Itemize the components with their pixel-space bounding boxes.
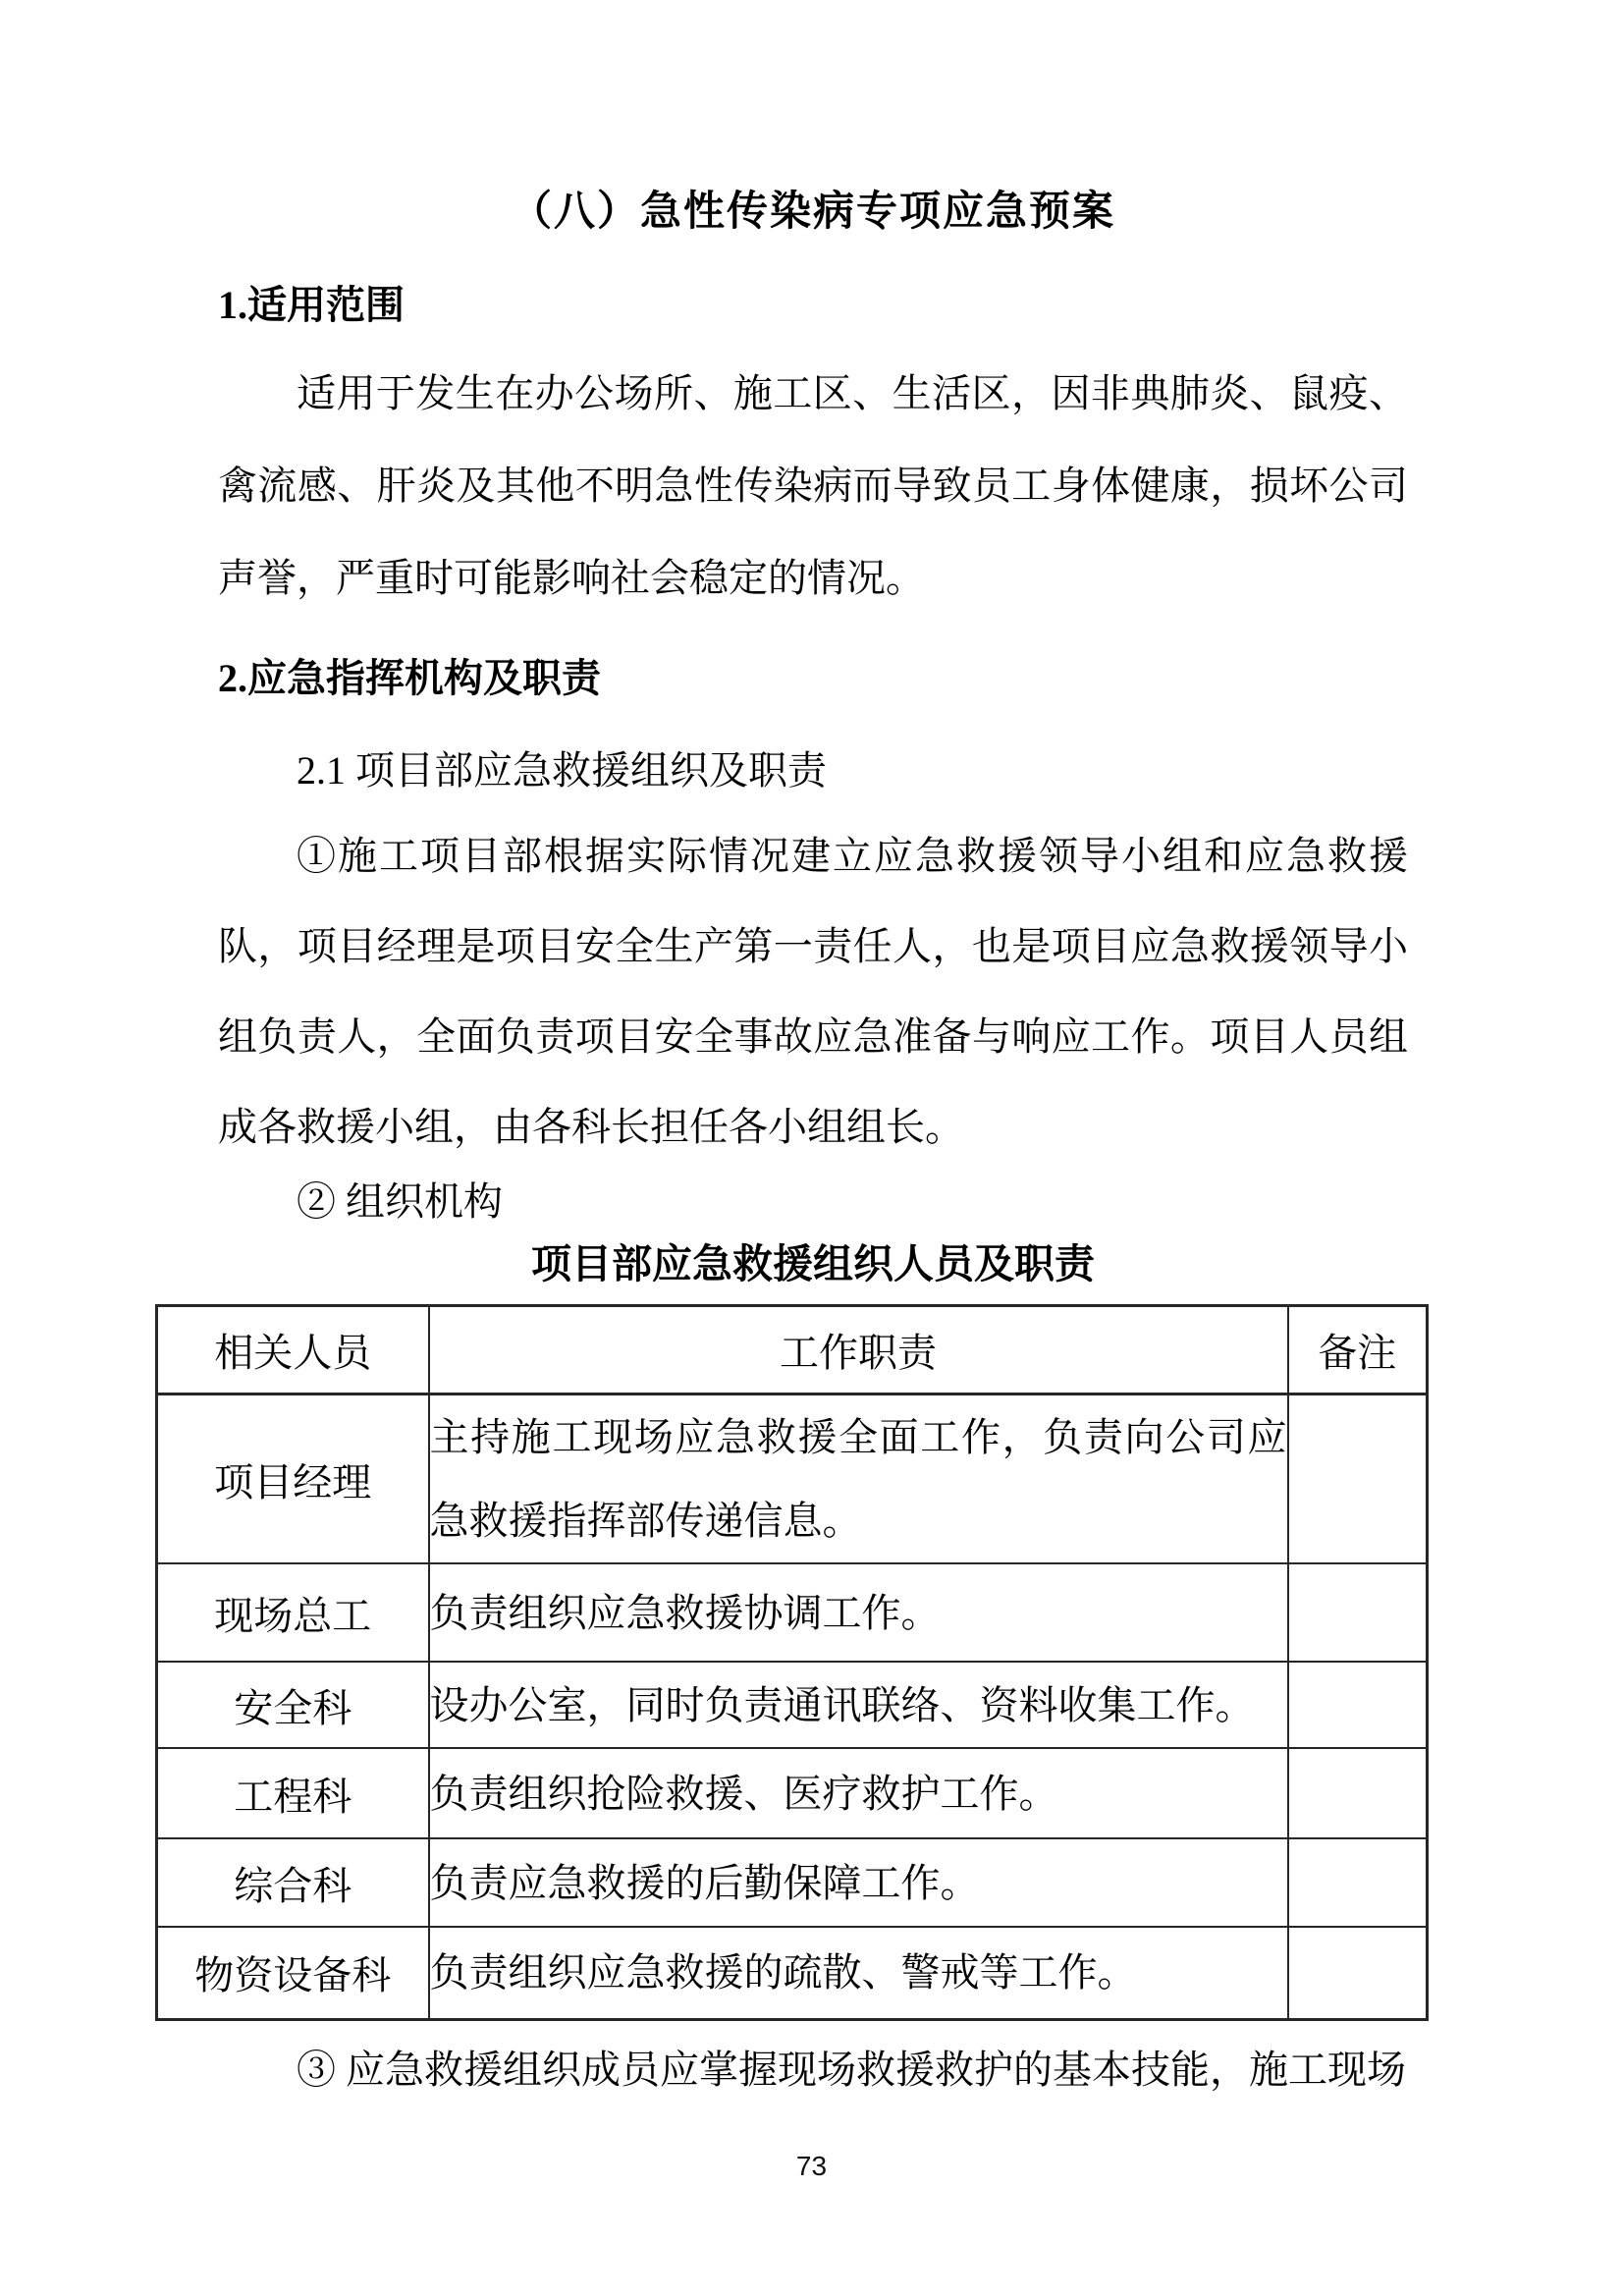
table-header-note: 备注 xyxy=(1288,1306,1428,1394)
duty-cell: 负责组织抢险救援、医疗救护工作。 xyxy=(429,1748,1288,1838)
page-number: 73 xyxy=(795,2151,828,2181)
note-cell xyxy=(1288,1662,1428,1748)
table-row xyxy=(157,1927,1428,2019)
section1-paragraph: 适用于发生在办公场所、施工区、生活区，因非典肺炎、鼠疫、禽流感、肝炎及其他不明急性传染病而导致员工身体健康，损坏公司声誉，严重时可能影响社会稳定的情况。 xyxy=(218,371,1408,600)
duty-cell: 负责组织应急救援协调工作。 xyxy=(429,1563,1288,1662)
table-row xyxy=(157,1838,1428,1927)
org-table-title: 项目部应急救援组织人员及职责 xyxy=(531,1241,1095,1286)
section2-item3-paragraph: ③ 应急救援组织成员应掌握现场救援救护的基本技能，施工现场 xyxy=(297,2047,1406,2092)
section2-item2-line: ② 组织机构 xyxy=(297,1179,503,1224)
person-cell: 项目经理 xyxy=(157,1394,429,1564)
section2-item1-paragraph: ①施工项目部根据实际情况建立应急救援领导小组和应急救援队，项目经理是项目安全生产第一责任人，也是项目应急救援领导小组负责人，全面负责项目安全事故应急准备与响应工作。项目人员组成各救援小组，由各科长担任各小组组长。 xyxy=(218,834,1408,1149)
table-row xyxy=(157,1394,1428,1564)
person-cell: 安全科 xyxy=(157,1662,429,1748)
section2-heading: 2.应急指挥机构及职责 xyxy=(218,656,601,700)
person-cell: 综合科 xyxy=(157,1838,429,1927)
table-row xyxy=(157,1748,1428,1838)
section1-heading: 1.适用范围 xyxy=(218,283,405,327)
duty-cell: 负责应急救援的后勤保障工作。 xyxy=(429,1838,1288,1927)
note-cell xyxy=(1288,1394,1428,1564)
duty-cell: 主持施工现场应急救援全面工作，负责向公司应急救援指挥部传递信息。 xyxy=(429,1394,1288,1564)
org-duty-table xyxy=(155,1304,1429,2021)
person-cell: 工程科 xyxy=(157,1748,429,1838)
note-cell xyxy=(1288,1563,1428,1662)
duty-cell: 设办公室，同时负责通讯联络、资料收集工作。 xyxy=(429,1662,1288,1748)
person-cell: 物资设备科 xyxy=(157,1927,429,2019)
table-row xyxy=(157,1563,1428,1662)
table-header-person: 相关人员 xyxy=(157,1306,429,1394)
page-title: （八）急性传染病专项应急预案 xyxy=(510,190,1115,235)
person-cell: 现场总工 xyxy=(157,1563,429,1662)
table-header-duty: 工作职责 xyxy=(429,1306,1288,1394)
note-cell xyxy=(1288,1838,1428,1927)
note-cell xyxy=(1288,1748,1428,1838)
note-cell xyxy=(1288,1927,1428,2019)
duty-cell: 负责组织应急救援的疏散、警戒等工作。 xyxy=(429,1927,1288,2019)
table-header-row xyxy=(157,1306,1428,1394)
section2-subheading: 2.1 项目部应急救援组织及职责 xyxy=(297,748,827,793)
table-row xyxy=(157,1662,1428,1748)
